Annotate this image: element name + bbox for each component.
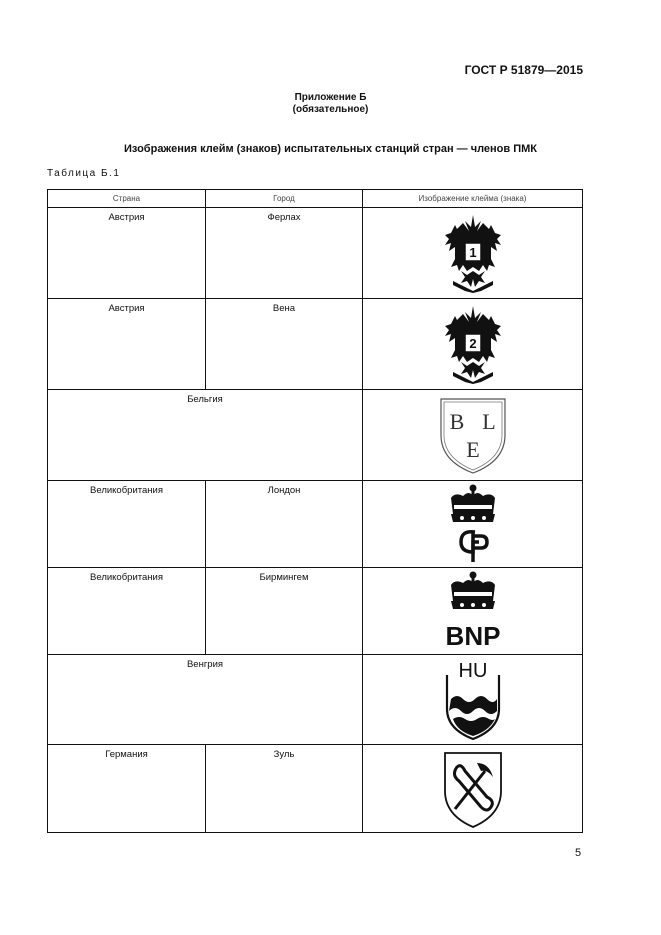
cell-city: Ферлах (206, 208, 363, 299)
svg-text:BNP: BNP (445, 621, 500, 651)
cell-country: Австрия (48, 208, 206, 299)
svg-text:L: L (481, 409, 496, 434)
cell-country: Великобритания (48, 568, 206, 655)
table-row (48, 745, 583, 833)
eagle-2-icon (442, 304, 504, 384)
cell-country: Австрия (48, 299, 206, 390)
cell-country: Германия (48, 745, 206, 833)
section-heading: Изображения клейм (знаков) испытательных станций стран — членов ПМК (123, 143, 538, 155)
cell-city: Зуль (206, 745, 363, 833)
cell-city: Лондон (206, 481, 363, 568)
svg-text:E: E (465, 437, 480, 462)
table-row (48, 299, 583, 390)
eagle-1-icon (442, 213, 504, 293)
crown-gp-icon (445, 484, 501, 564)
appendix-status: (обязательное) (292, 104, 369, 115)
svg-text:HU: HU (458, 659, 487, 682)
table-row (48, 568, 583, 655)
cell-country: Венгрия (48, 655, 363, 745)
svg-text:B: B (449, 409, 464, 434)
table-row (48, 390, 583, 481)
table-row (48, 208, 583, 299)
cell-country: Бельгия (48, 390, 363, 481)
table-label: Таблица Б.1 (47, 168, 121, 179)
cell-mark (363, 745, 583, 833)
col-header-city: Город (206, 190, 363, 208)
cell-city: Вена (206, 299, 363, 390)
cell-mark (363, 299, 583, 390)
svg-text:2: 2 (468, 336, 477, 351)
cell-country: Великобритания (48, 481, 206, 568)
shield-tools-icon (441, 749, 505, 829)
table-row (48, 481, 583, 568)
cell-city: Бирмингем (206, 568, 363, 655)
shield-hu-icon (441, 659, 505, 741)
col-header-country: Страна (48, 190, 206, 208)
svg-text:1: 1 (468, 245, 477, 260)
cell-mark (363, 481, 583, 568)
appendix-header (0, 92, 661, 116)
col-header-mark: Изображение клейма (знака) (363, 190, 583, 208)
cell-mark (363, 208, 583, 299)
cell-mark (363, 568, 583, 655)
marks-table (47, 189, 583, 833)
page-number: 5 (575, 847, 582, 859)
cell-mark (363, 390, 583, 481)
standard-number: ГОСТ Р 51879—2015 (464, 63, 583, 77)
appendix-title: Приложение Б (294, 92, 367, 103)
shield-ble-icon (435, 395, 511, 475)
cell-mark (363, 655, 583, 745)
table-row (48, 655, 583, 745)
table-header-row (48, 190, 583, 208)
crown-bnp-icon (441, 571, 505, 651)
